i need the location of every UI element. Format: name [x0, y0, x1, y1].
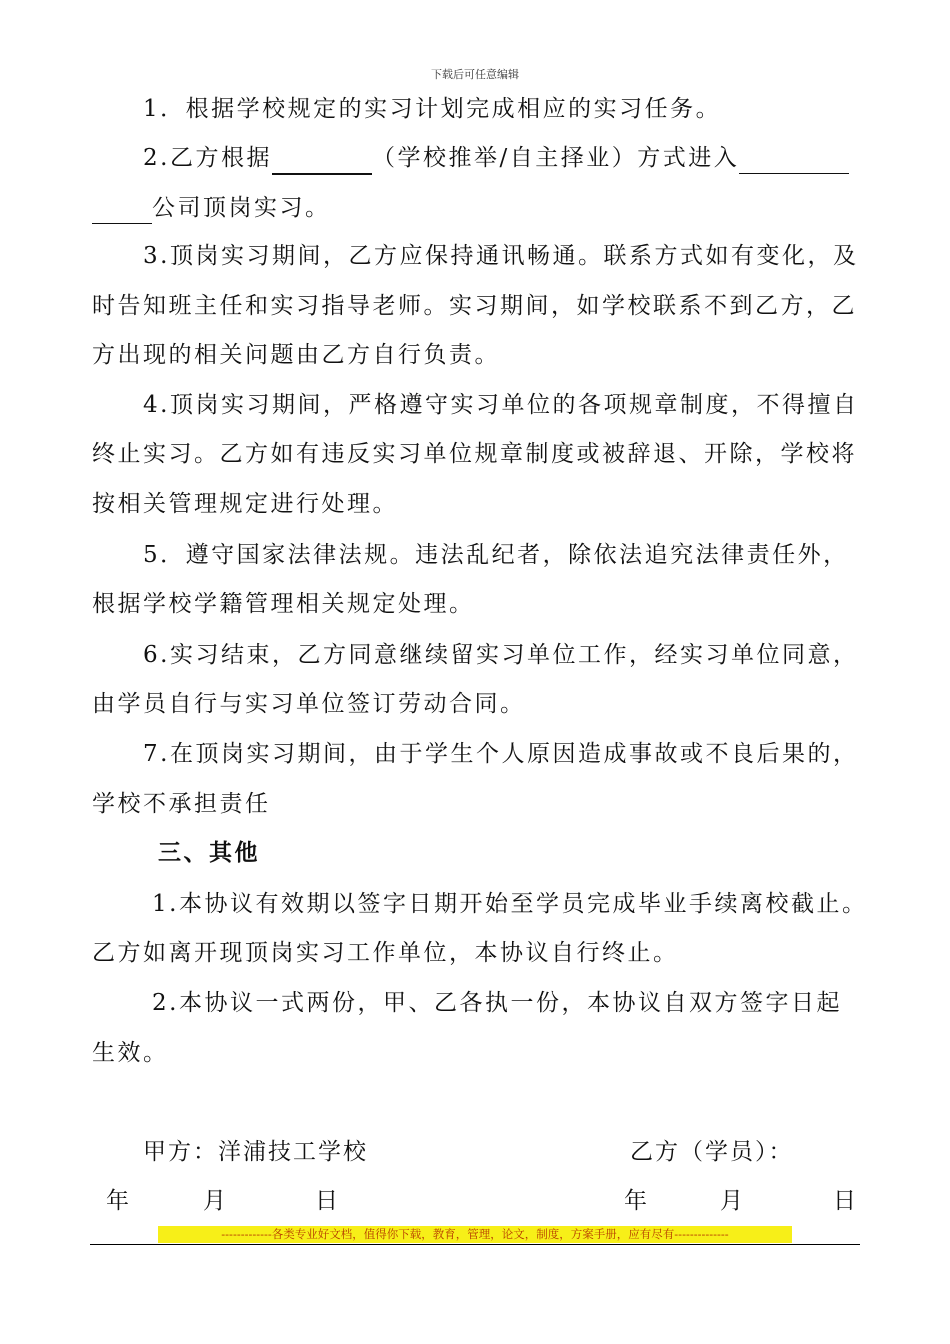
party-a-year: 年 — [106, 1188, 131, 1214]
item-7-line-2: 学校不承担责任 — [92, 791, 271, 817]
item-2-line-2 — [92, 193, 331, 224]
party-b-year: 年 — [624, 1188, 649, 1214]
item-4-line-3: 按相关管理规定进行处理。 — [92, 491, 398, 517]
item-2-middle: （学校推举/自主择业）方式进入 — [371, 145, 740, 171]
item-4-line-1: 4.顶岗实习期间，严格遵守实习单位的各项规章制度，不得擅自 — [143, 392, 859, 418]
item-4-line-2: 终止实习。乙方如有违反实习单位规章制度或被辞退、开除，学校将 — [92, 441, 857, 467]
other-item-2-line-2: 生效。 — [92, 1040, 169, 1066]
download-note: 下载后可任意编辑 — [431, 68, 519, 81]
other-item-1-line-2: 乙方如离开现顶岗实习工作单位，本协议自行终止。 — [92, 940, 679, 966]
item-2-line-1 — [143, 143, 849, 175]
item-3-line-2: 时告知班主任和实习指导老师。实习期间，如学校联系不到乙方，乙 — [92, 293, 857, 319]
party-b-signature: 乙方（学员）： — [630, 1139, 794, 1165]
company-blank-1 — [739, 143, 849, 174]
party-a-month: 月 — [203, 1188, 228, 1214]
party-a-day: 日 — [315, 1188, 340, 1214]
item-3-line-3: 方出现的相关问题由乙方自行负责。 — [92, 342, 500, 368]
other-item-1-line-1: 1.本协议有效期以签字日期开始至学员完成毕业手续离校截止。 — [152, 891, 868, 917]
party-b-month: 月 — [720, 1188, 745, 1214]
item-3-line-1: 3.顶岗实习期间，乙方应保持通讯畅通。联系方式如有变化，及 — [143, 243, 859, 269]
school-recommend-blank — [272, 143, 372, 175]
footer-divider — [90, 1244, 860, 1245]
item-1: 1．根据学校规定的实习计划完成相应的实习任务。 — [143, 96, 722, 122]
item-5-line-2: 根据学校学籍管理相关规定处理。 — [92, 591, 475, 617]
other-item-2-line-1: 2.本协议一式两份，甲、乙各执一份，本协议自双方签字日起 — [152, 990, 842, 1016]
section-heading-other: 三、其他 — [158, 839, 260, 866]
party-a-signature: 甲方：洋浦技工学校 — [143, 1139, 368, 1165]
company-blank-2 — [92, 193, 152, 224]
item-2-suffix: 公司顶岗实习。 — [152, 195, 331, 221]
item-2-prefix: 2.乙方根据 — [143, 145, 272, 171]
item-7-line-1: 7.在顶岗实习期间，由于学生个人原因造成事故或不良后果的， — [143, 741, 859, 767]
item-6-line-1: 6.实习结束，乙方同意继续留实习单位工作，经实习单位同意， — [143, 642, 859, 668]
item-6-line-2: 由学员自行与实习单位签订劳动合同。 — [92, 691, 526, 717]
footer-banner: -------------各类专业好文档，值得你下载，教育，管理，论文，制度，方案手册，应有尽有-------------- — [158, 1226, 792, 1243]
item-5-line-1: 5．遵守国家法律法规。违法乱纪者，除依法追究法律责任外， — [143, 542, 849, 568]
party-b-day: 日 — [833, 1188, 858, 1214]
